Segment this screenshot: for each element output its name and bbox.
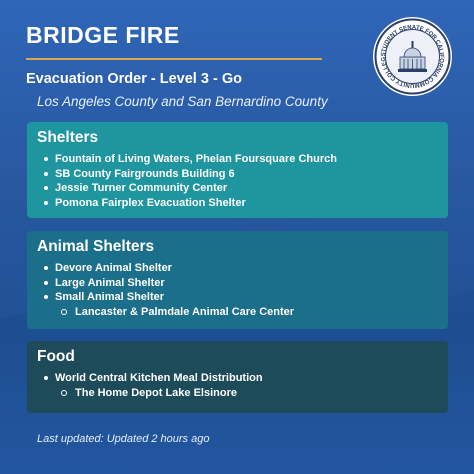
shelters-list [37, 152, 438, 210]
counties-text: Los Angeles County and San Bernardino County [37, 94, 328, 109]
animal-shelters-title: Animal Shelters [37, 238, 155, 255]
animal-shelters-list [37, 261, 438, 319]
list-item: Devore Animal Shelter [37, 261, 438, 276]
food-list [37, 371, 438, 400]
list-item: Fountain of Living Waters, Phelan Foursquare Church [37, 152, 438, 167]
list-item: Large Animal Shelter [37, 276, 438, 291]
list-item: Small Animal Shelter [37, 290, 438, 305]
animal-shelters-card [27, 231, 448, 329]
list-item: Jessie Turner Community Center [37, 181, 438, 196]
page-title: BRIDGE FIRE [26, 22, 180, 48]
food-card [27, 341, 448, 413]
last-updated-text: Last updated: Updated 2 hours ago [37, 433, 210, 445]
seal-text: STUDENT SENATE FOR CALIFORNIA COMMUNITY COLLEG [380, 24, 445, 89]
list-item: SB County Fairgrounds Building 6 [37, 167, 438, 182]
sub-list-item: The Home Depot Lake Elsinore [37, 386, 438, 401]
food-title: Food [37, 348, 75, 365]
shelters-title: Shelters [37, 129, 99, 146]
seal-graphic [373, 17, 452, 96]
sub-list-item: Lancaster & Palmdale Animal Care Center [37, 305, 438, 320]
list-item: Pomona Fairplex Evacuation Shelter [37, 196, 438, 211]
list-item: World Central Kitchen Meal Distribution [37, 371, 438, 386]
shelters-card [27, 122, 448, 218]
capitol-seal-icon [373, 17, 452, 96]
evacuation-order-heading: Evacuation Order - Level 3 - Go [26, 71, 242, 87]
title-divider [26, 58, 322, 60]
